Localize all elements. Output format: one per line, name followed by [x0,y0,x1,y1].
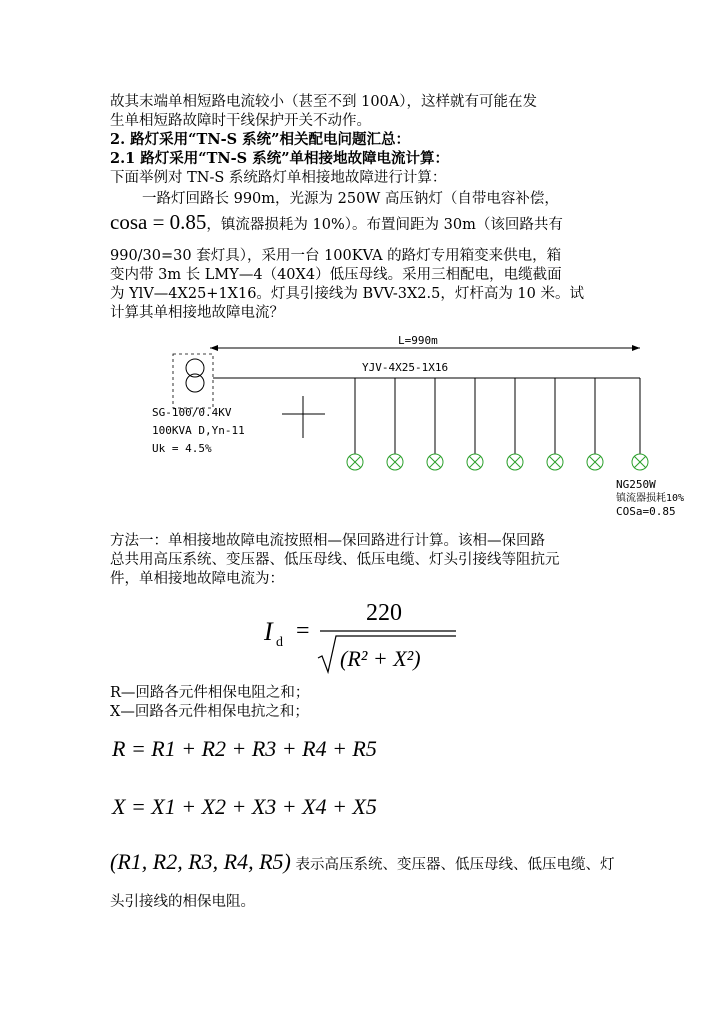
lamp-icon [387,454,403,470]
lamp-type-label: NG250W [616,478,656,491]
lamp-symbols [347,454,648,470]
length-label: L=990m [398,334,438,347]
transformer-rating: 100KVA D,Yn-11 [152,424,245,437]
subsection-heading: 2.1 路灯采用“TN-S 系统”单相接地故障电流计算： [110,150,450,167]
text-line: 计算其单相接地故障电流？ [110,305,284,321]
dimension-arrow-right [632,345,640,351]
ballast-loss-label: 镇流器损耗10% [616,493,685,504]
formula-lhs-subscript: d [276,635,283,650]
transformer-model: SG-100/0.4KV [152,406,232,419]
lamp-icon [467,454,483,470]
text-line: 总共用高压系统、变压器、低压母线、低压电缆、灯头引接线等阻抗元 [110,552,560,568]
text-span: 表示高压系统、变压器、低压母线、低压电缆、灯 [295,857,615,873]
text-line: 变内带 3m 长 LMY—4（40X4）低压母线。采用三相配电，电缆截面 [110,267,562,283]
section-heading: 2. 路灯采用“TN-S 系统”相关配电问题汇总： [110,131,410,148]
text-line: 下面举例对 TN-S 系统路灯单相接地故障进行计算： [110,170,447,186]
lamp-icon [587,454,603,470]
dimension-arrow-left [210,345,218,351]
power-factor-label: COSa=0.85 [616,505,676,518]
circuit-diagram [140,328,700,524]
lamp-icon [347,454,363,470]
text-line: 990/30=30 套灯具），采用一台 100KVA 的路灯专用箱变来供电，箱 [110,248,562,264]
equation-r: R = R1 + R2 + R3 + R4 + R5 [112,736,377,761]
equation-x: X = X1 + X2 + X3 + X4 + X5 [112,794,377,819]
lamp-icon [547,454,563,470]
formula-denominator: (R² + X²) [340,646,421,671]
lamp-icon [507,454,523,470]
lamp-icon [632,454,648,470]
definition-x: X—回路各元件相保电抗之和； [110,704,309,720]
text-line: 一路灯回路长 990m，光源为 250W 高压钠灯（自带电容补偿， [142,191,559,207]
cable-label: YJV-4X25-1X16 [362,361,449,374]
text-span: ，镇流器损耗为 10%）。布置间距为 30m（该回路共有 [206,217,563,233]
formula-numerator: 220 [366,600,402,626]
transformer-box [173,354,213,408]
text-line: 故其末端单相短路电流较小（甚至不到 100A），这样就有可能在发 [110,94,538,110]
text-line: 为 YlV—4X25+1X16。灯具引接线为 BVV-3X2.5，灯杆高为 10 米。试 [110,286,584,302]
lamp-icon [427,454,443,470]
tuple-line [110,849,615,874]
lamp-branches [355,378,640,454]
text-line: 生单相短路故障时干线保护开关不动作。 [110,113,371,129]
impedance-label: Uk = 4.5% [152,442,212,455]
text-line: 方法一：单相接地故障电流按照相—保回路进行计算。该相—保回路 [110,533,545,549]
formula-equals: = [296,618,310,644]
tuple-expression: (R1, R2, R3, R4, R5) [110,849,291,874]
fault-current-formula [260,596,470,676]
text-line [110,210,563,234]
text-line: 头引接线的相保电阻。 [110,894,255,910]
text-line: 件，单相接地故障电流为： [110,571,284,587]
definition-r: R—回路各元件相保电阻之和； [110,685,310,701]
formula-lhs: I [264,617,273,646]
cosa-formula: cosa = 0.85 [110,210,207,234]
